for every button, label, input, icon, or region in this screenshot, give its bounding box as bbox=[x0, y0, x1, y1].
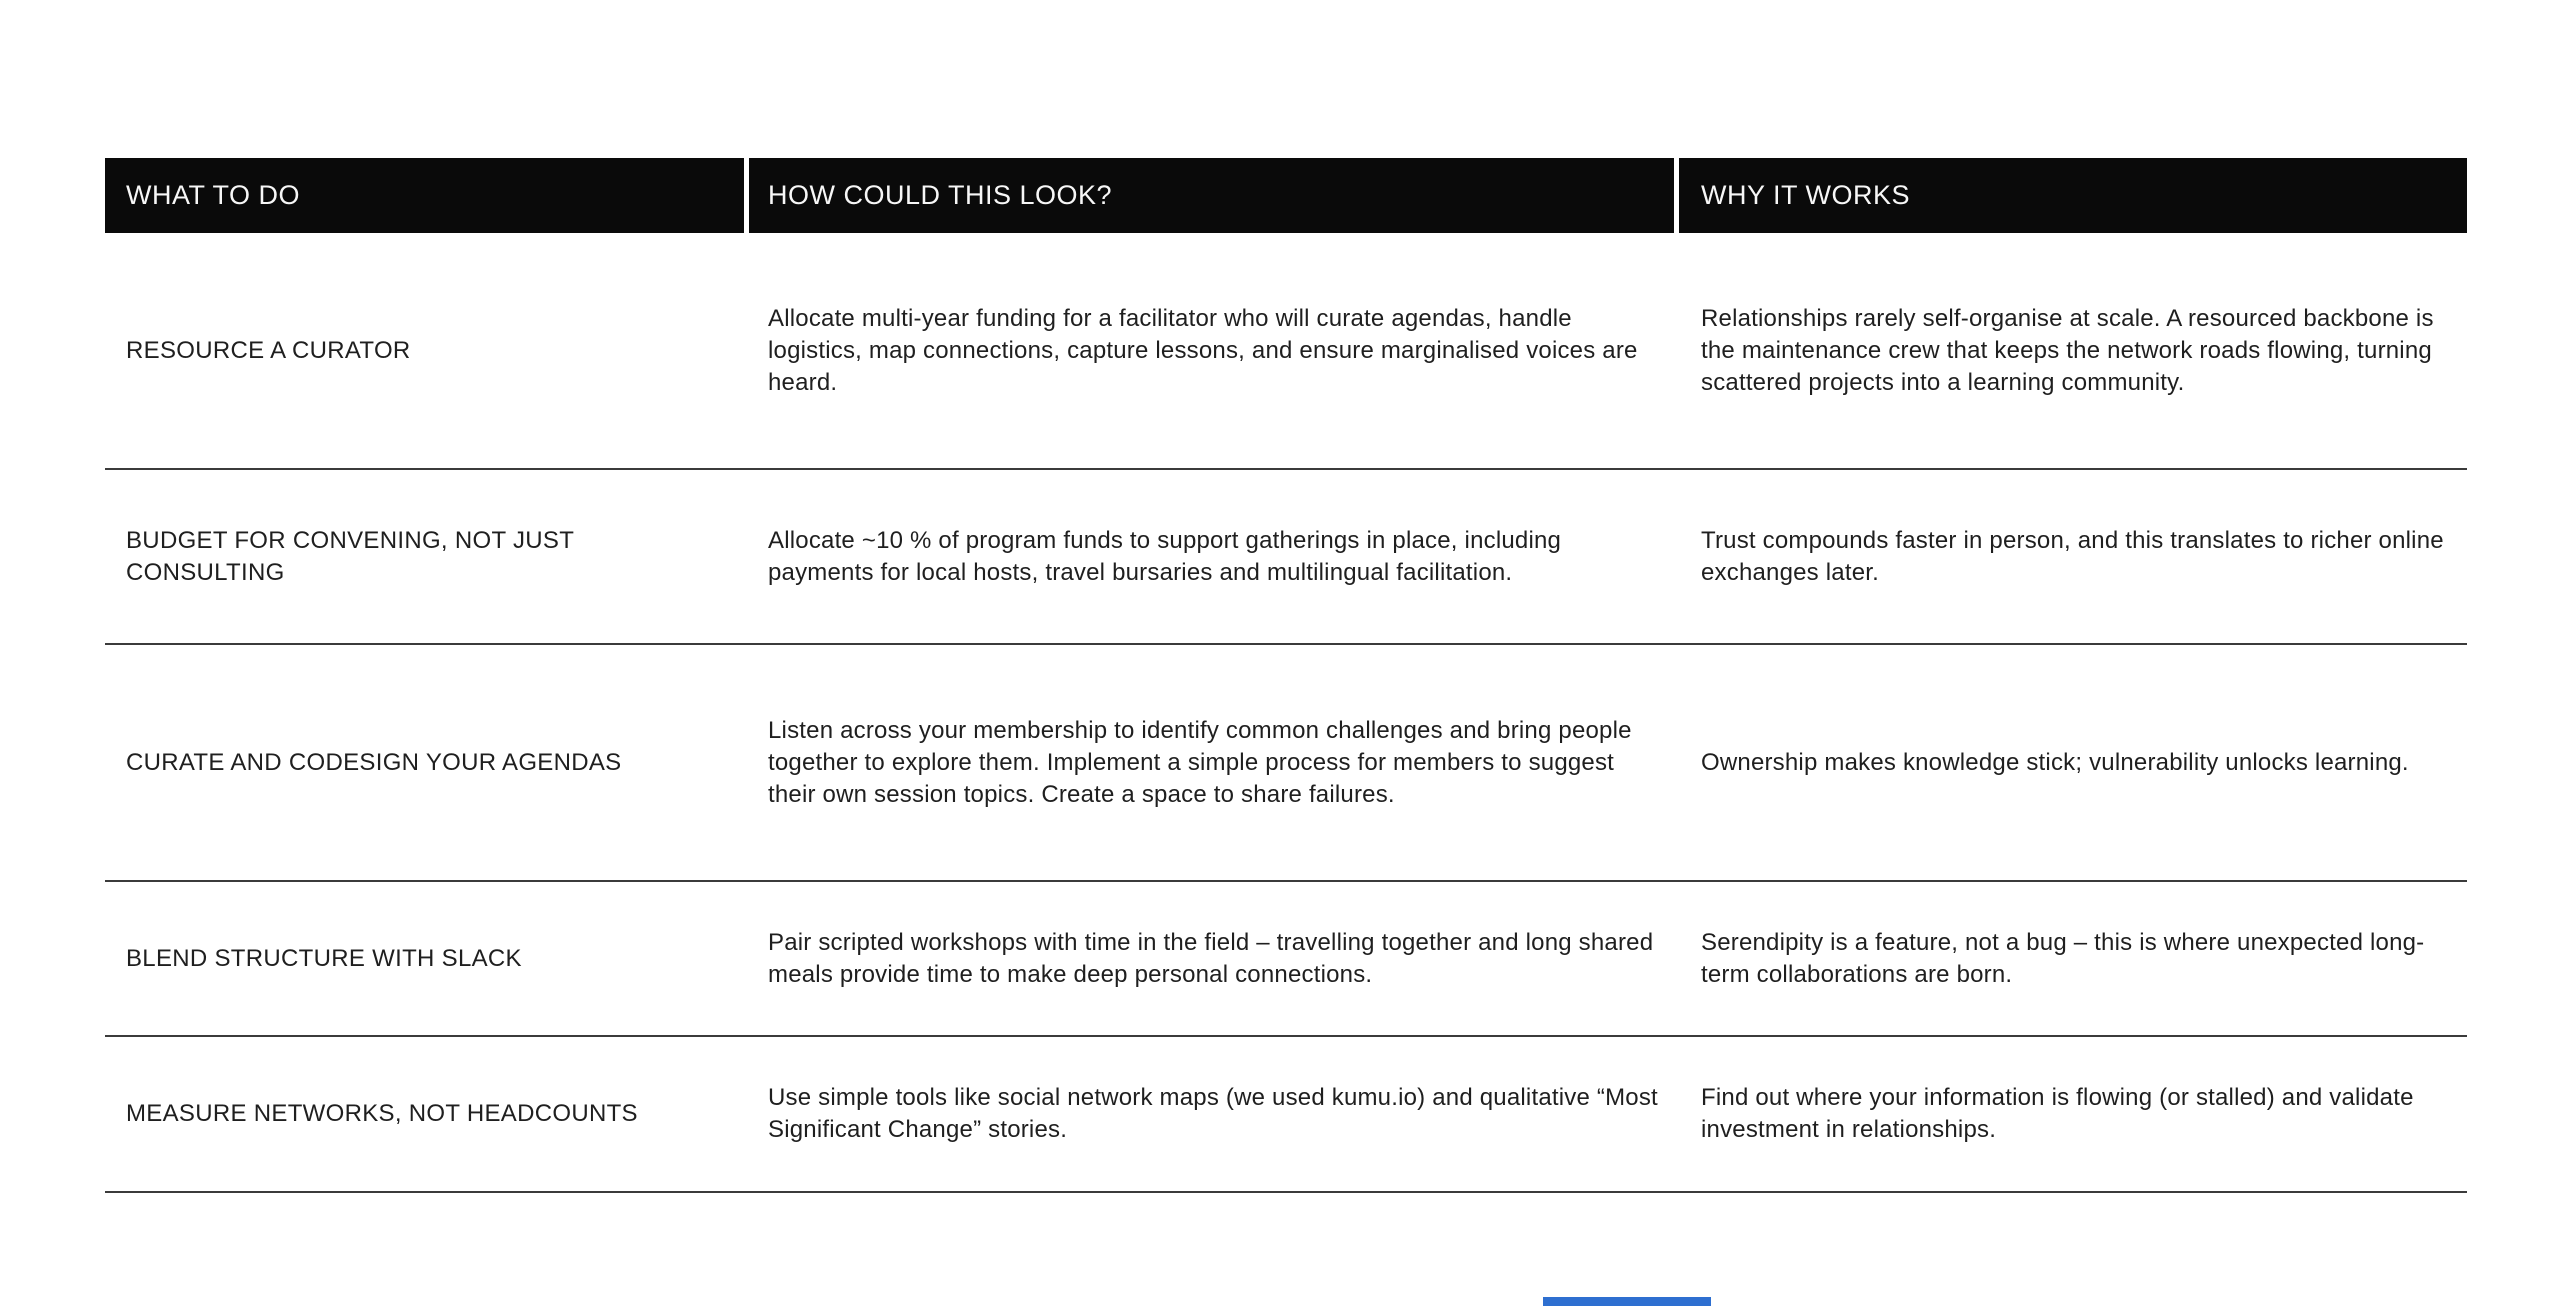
cell-how-could-this-look bbox=[749, 513, 1679, 601]
table-row bbox=[105, 882, 2467, 1037]
cell-why-it-works bbox=[1679, 513, 2467, 601]
row-how-text: Allocate ~10 % of program funds to support gatherings in place, including payments for local hosts, travel bursaries and multilingual facilitation. bbox=[768, 526, 1562, 586]
cell-how-could-this-look bbox=[749, 703, 1679, 823]
column-header-label: WHAT TO DO bbox=[126, 180, 301, 210]
row-how-text: Use simple tools like social network maps (we used kumu.io) and qualitative “Most Significant Change” stories. bbox=[768, 1084, 1658, 1143]
row-title: MEASURE NETWORKS, NOT HEADCOUNTS bbox=[126, 1100, 638, 1127]
row-how-text: Listen across your membership to identify common challenges and bring people together to explore them. Implement a simple process for members to suggest their own session topics. Create a space to share failures. bbox=[768, 716, 1632, 808]
row-title: BLEND STRUCTURE WITH SLACK bbox=[126, 944, 522, 972]
table-row bbox=[105, 233, 2467, 470]
row-why-text: Trust compounds faster in person, and this translates to richer online exchanges later. bbox=[1701, 526, 2444, 586]
cell-what-to-do bbox=[105, 931, 749, 987]
table-header-row bbox=[105, 158, 2467, 233]
row-title: RESOURCE A CURATOR bbox=[126, 336, 411, 364]
row-why-text: Find out where your information is flowing (or stalled) and validate investment in relationships. bbox=[1701, 1084, 2414, 1143]
table-row bbox=[105, 645, 2467, 882]
row-why-text: Ownership makes knowledge stick; vulnerability unlocks learning. bbox=[1701, 748, 2409, 776]
table-row bbox=[105, 1037, 2467, 1193]
row-why-text: Relationships rarely self-organise at scale. A resourced backbone is the maintenance crew that keeps the network roads flowing, turning scattered projects into a learning community. bbox=[1701, 304, 2434, 396]
row-title: CURATE AND CODESIGN YOUR AGENDAS bbox=[126, 748, 622, 776]
cell-how-could-this-look bbox=[749, 291, 1679, 411]
table-row bbox=[105, 470, 2467, 645]
cell-what-to-do bbox=[105, 323, 749, 379]
cell-why-it-works bbox=[1679, 915, 2467, 1003]
bottom-accent-bar bbox=[1543, 1297, 1711, 1306]
cell-how-could-this-look bbox=[749, 1070, 1679, 1158]
cell-what-to-do bbox=[105, 513, 749, 601]
cell-why-it-works bbox=[1679, 291, 2467, 411]
table-body bbox=[105, 233, 2467, 1193]
cell-what-to-do bbox=[105, 735, 749, 791]
cell-why-it-works bbox=[1679, 735, 2467, 791]
cell-why-it-works bbox=[1679, 1070, 2467, 1158]
column-header-why-it-works bbox=[1679, 158, 2467, 233]
actions-table bbox=[105, 158, 2467, 1193]
row-how-text: Allocate multi-year funding for a facilitator who will curate agendas, handle logistics, map connections, capture lessons, and ensure marginalised voices are heard. bbox=[768, 304, 1638, 396]
cell-how-could-this-look bbox=[749, 915, 1679, 1003]
column-header-how-could-this-look bbox=[749, 158, 1679, 233]
column-header-what-to-do bbox=[105, 158, 749, 233]
row-title: BUDGET FOR CONVENING, NOT JUST CONSULTING bbox=[126, 526, 574, 586]
column-header-label: WHY IT WORKS bbox=[1701, 180, 1911, 210]
row-why-text: Serendipity is a feature, not a bug – this is where unexpected long-term collaborations are born. bbox=[1701, 928, 2425, 988]
cell-what-to-do bbox=[105, 1086, 749, 1142]
column-header-label: HOW COULD THIS LOOK? bbox=[768, 180, 1113, 210]
row-how-text: Pair scripted workshops with time in the field – travelling together and long shared meals provide time to make deep personal connections. bbox=[768, 928, 1654, 988]
